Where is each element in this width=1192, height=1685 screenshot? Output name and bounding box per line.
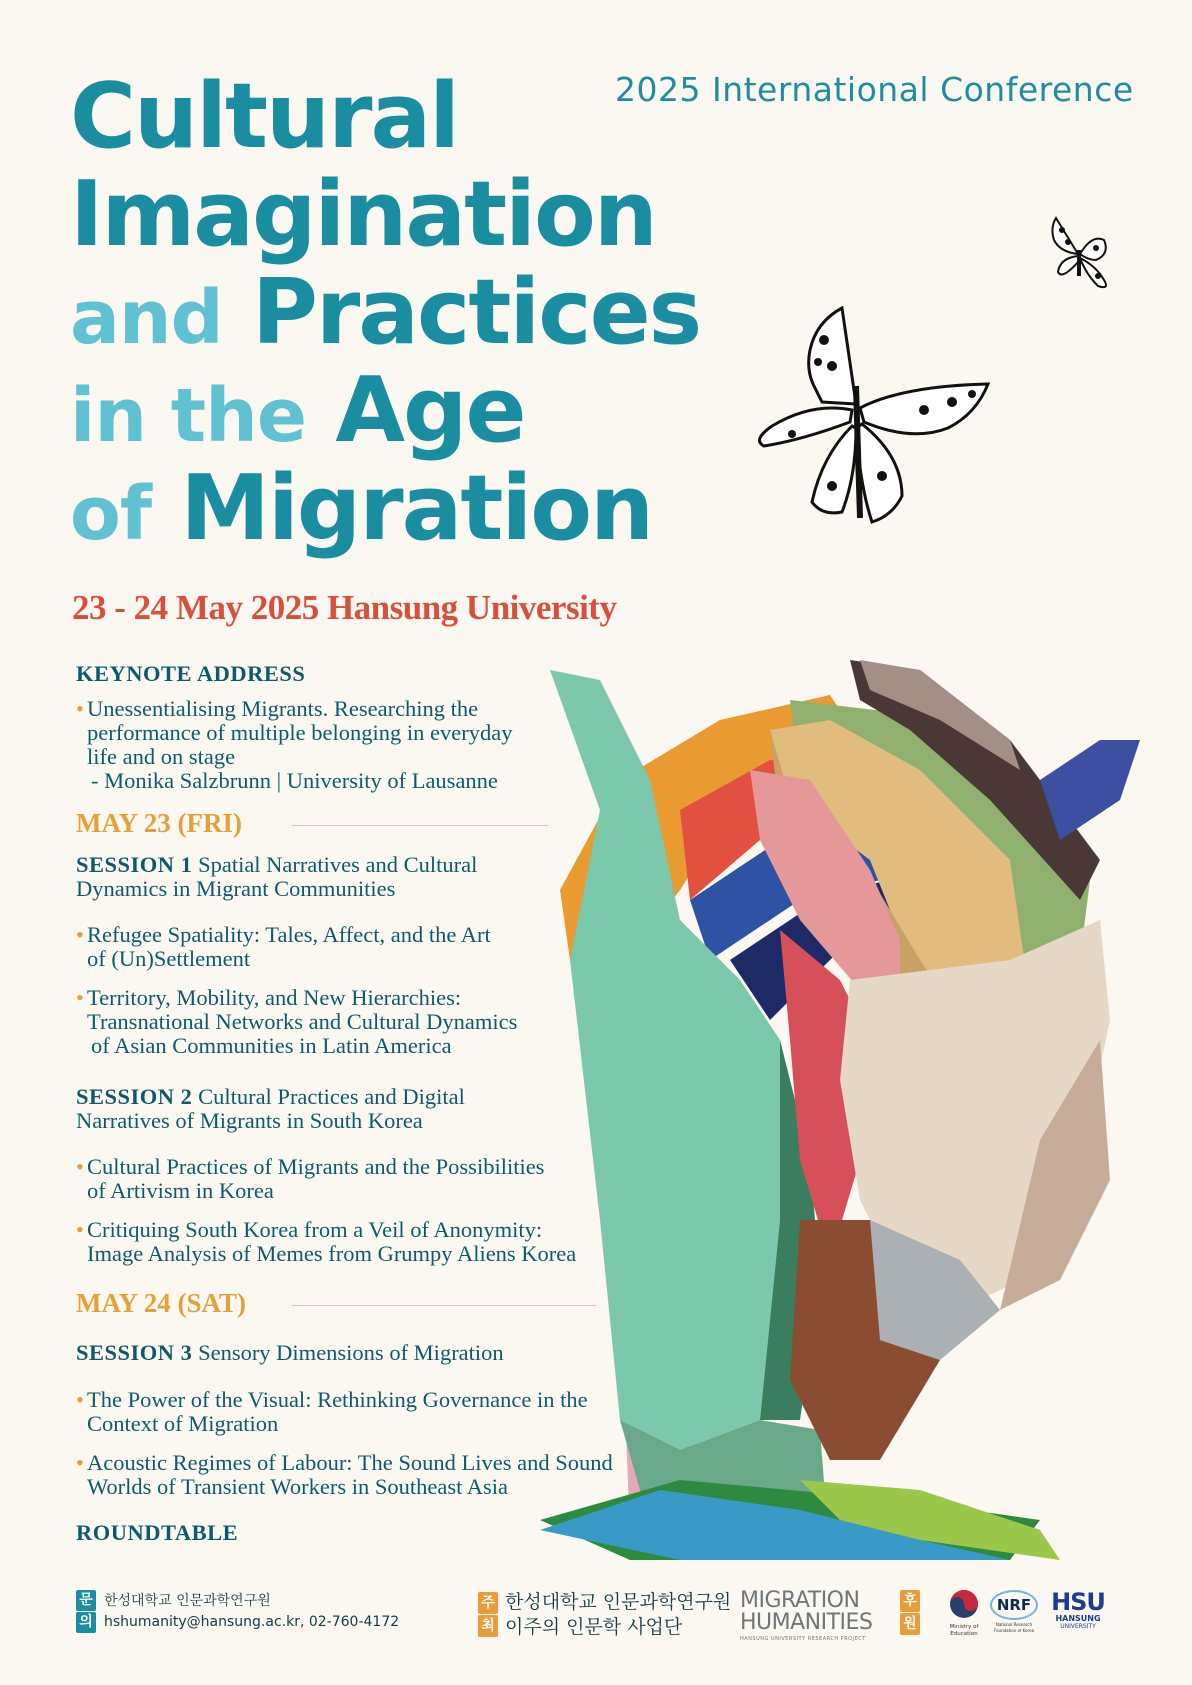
list-item: • Critiquing South Korea from a Veil of Anonymity: [76, 1217, 543, 1242]
title-line-2 [70, 162, 656, 267]
inquiry-info [104, 1591, 399, 1633]
list-item-continuation: of (Un)Settlement [87, 946, 251, 971]
list-item-continuation: performance of multiple belonging in everyday [87, 720, 513, 745]
list-item: • Unessentialising Migrants. Researching the [76, 696, 479, 721]
day1-label: MAY 23 (FRI) [76, 808, 242, 838]
keynote-heading: KEYNOTE ADDRESS [76, 661, 306, 686]
title-line-4 [70, 358, 525, 463]
bullet-icon: • [76, 922, 84, 947]
hansung-university-logo: HSU HANSUNG UNIVERSITY [1051, 1588, 1105, 1630]
session2-title: SESSION 2 Cultural Practices and Digital Narratives of Migrants in South Korea [76, 1084, 465, 1133]
title-light-word: and [70, 275, 223, 361]
host-org: 한성대학교 인문과학연구원 [505, 1591, 732, 1613]
session-number: SESSION 2 [76, 1084, 193, 1109]
large-butterfly-icon [752, 306, 992, 530]
title-word: Cultural [70, 64, 459, 169]
list-item: • Refugee Spatiality: Tales, Affect, and the Art [76, 922, 491, 947]
bullet-icon: • [76, 985, 84, 1010]
session3-title: SESSION 3 Sensory Dimensions of Migration [76, 1340, 504, 1365]
host-project: 이주의 인문학 사업단 [505, 1616, 683, 1638]
inquiry-org: 한성대학교 인문과학연구원 [104, 1593, 271, 1609]
inquiry-contact: hshumanity@hansung.ac.kr, 02-760-4172 [104, 1614, 400, 1630]
ministry-of-education-logo: Ministry of Education [944, 1588, 984, 1638]
list-item: • Cultural Practices of Migrants and the Possibilities [76, 1154, 545, 1179]
session1-title: SESSION 1 Spatial Narratives and Cultural Dynamics in Migrant Communities [76, 852, 478, 901]
list-item: • Acoustic Regimes of Labour: The Sound Lives and Sound [76, 1450, 613, 1475]
session2-talk2 [76, 1218, 616, 1266]
title-line-3 [70, 260, 701, 365]
list-item-continuation: Worlds of Transient Workers in Southeast Asia [87, 1474, 508, 1499]
small-butterfly-icon [1048, 214, 1110, 296]
list-item-continuation: Transnational Networks and Cultural Dynamics [87, 1009, 518, 1034]
session-number: SESSION 1 [76, 852, 193, 877]
list-item: • Territory, Mobility, and New Hierarchies: [76, 985, 462, 1010]
nrf-logo: NRF National Research Foundation of Korea [990, 1590, 1038, 1634]
list-item-continuation: Image Analysis of Memes from Grumpy Aliens Korea [87, 1241, 577, 1266]
list-item-continuation: of Asian Communities in Latin America [91, 1033, 452, 1058]
conference-label: 2025 International Conference [615, 70, 1134, 109]
title-word: Imagination [70, 162, 656, 267]
day1-divider [292, 825, 548, 826]
roundtable-heading: ROUNDTABLE [76, 1520, 239, 1545]
title-light-word: in the [70, 373, 307, 459]
session1-talk1 [76, 923, 576, 971]
list-item-continuation: of Artivism in Korea [87, 1178, 274, 1203]
title-line-1 [70, 64, 459, 169]
bullet-icon: • [76, 1217, 84, 1242]
session3-talk1 [76, 1388, 636, 1436]
keynote-speaker: - Monika Salzbrunn | University of Lausanne [91, 768, 498, 793]
day2-label: MAY 24 (SAT) [76, 1288, 247, 1318]
list-item: • The Power of the Visual: Rethinking Governance in the [76, 1387, 588, 1412]
title-light-word: of [70, 471, 152, 557]
day2-divider [292, 1305, 596, 1306]
title-line-5 [70, 456, 653, 561]
inquiry-badge: 문 의 [76, 1590, 96, 1633]
session3-talk2 [76, 1451, 656, 1499]
bullet-icon: • [76, 696, 84, 721]
migration-humanities-logo: MIGRATION HUMANITIES HANSUNG UNIVERSITY RESEARCH PROJECT [740, 1588, 873, 1642]
title-word: Age [335, 358, 525, 463]
bullet-icon: • [76, 1450, 84, 1475]
host-info [505, 1590, 731, 1640]
bullet-icon: • [76, 1387, 84, 1412]
keynote-talk [76, 697, 546, 793]
list-item-continuation: life and on stage [87, 744, 236, 769]
sponsor-badge: 후 원 [900, 1590, 920, 1635]
bullet-icon: • [76, 1154, 84, 1179]
session1-talk2 [76, 986, 576, 1058]
session2-talk1 [76, 1155, 596, 1203]
taegeuk-icon [948, 1588, 980, 1620]
title-word: Practices [251, 260, 701, 365]
title-word: Migration [180, 456, 653, 561]
date-venue: 23 - 24 May 2025 Hansung University [72, 588, 617, 627]
list-item-continuation: Context of Migration [87, 1411, 279, 1436]
host-badge: 주 최 [478, 1592, 498, 1637]
session-number: SESSION 3 [76, 1340, 193, 1365]
